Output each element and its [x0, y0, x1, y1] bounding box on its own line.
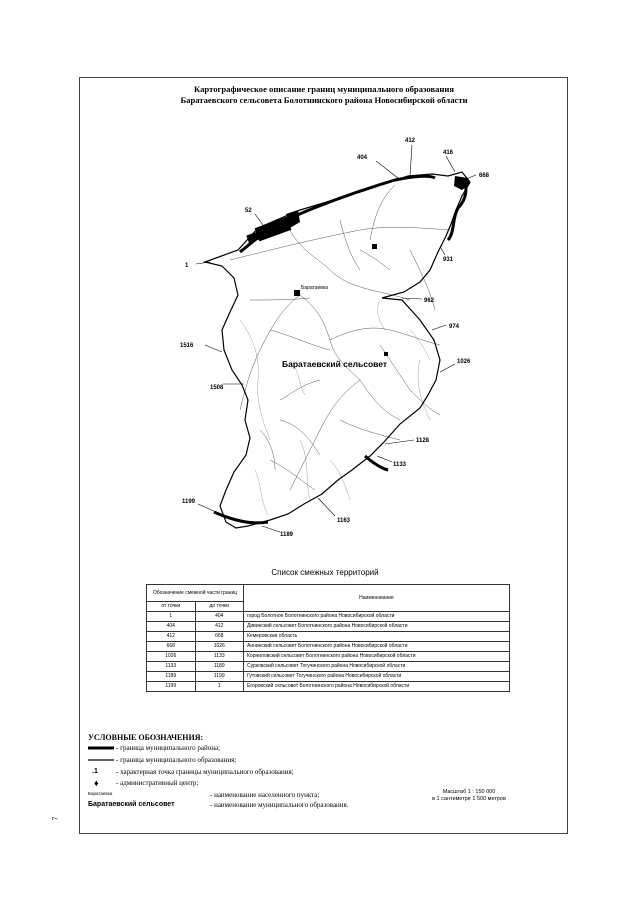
district-boundary-symbol — [88, 744, 114, 752]
council-name-sample: Баратаевский сельсовет — [88, 801, 175, 808]
scale-note — [414, 789, 524, 803]
table-row: 1026 1133 Корниловский сельсовет Болотнинского района Новосибирской области — [147, 652, 510, 662]
svg-text:1189: 1189 — [280, 532, 294, 538]
svg-text:404: 404 — [357, 155, 368, 161]
header-points: Обозначение смежной части границ — [147, 585, 244, 602]
table-row: 668 1026 Аннинский сельсовет Болотнинского района Новосибирской области — [147, 642, 510, 652]
header-from: от точки — [147, 602, 196, 612]
svg-text:1: 1 — [185, 263, 189, 269]
svg-text:412: 412 — [405, 138, 416, 144]
admin-center-icon: ♦ — [94, 778, 99, 788]
table-row: 1 404 город Болотное Болотнинского района Новосибирской области — [147, 612, 510, 622]
council-name-label: Баратаевский сельсовет — [282, 359, 388, 369]
svg-text:962: 962 — [424, 298, 435, 304]
header-to: до точки — [195, 602, 244, 612]
svg-text:1133: 1133 — [393, 462, 407, 468]
title-line-1: Картографическое описание границ муниципального образования — [194, 84, 454, 94]
table-row: 1189 1199 Гутовский сельсовет Тогучинского района Новосибирской области — [147, 672, 510, 682]
svg-text:1128: 1128 — [416, 438, 430, 444]
table-row: 1133 1189 Сурковский сельсовет Тогучинского района Новосибирской области — [147, 662, 510, 672]
scale-distance: в 1 сантиметре 1 500 метров — [432, 796, 506, 802]
svg-text:974: 974 — [449, 324, 460, 330]
svg-text:931: 931 — [443, 257, 454, 263]
table-body — [147, 612, 510, 692]
svg-text:1508: 1508 — [210, 385, 224, 391]
boundary-map — [80, 120, 568, 550]
header-name: Наименование — [244, 585, 510, 612]
legend-heading: УСЛОВНЫЕ ОБОЗНАЧЕНИЯ: — [88, 733, 204, 742]
svg-text:1199: 1199 — [182, 499, 196, 505]
leader-lines — [196, 145, 476, 532]
table-header-row — [147, 585, 510, 602]
settlement-baratayevka — [294, 290, 300, 296]
adjacent-territories-table — [146, 584, 510, 692]
district-boundary — [214, 176, 466, 523]
town-block — [246, 210, 300, 243]
point-labels — [180, 138, 490, 538]
svg-text:1516: 1516 — [180, 343, 194, 349]
table-row: 1199 1 Егоровский сельсовет Болотнинского района Новосибирской области — [147, 682, 510, 692]
page-number: 7 — [52, 816, 60, 821]
table-row: 412 668 Кемеровская область — [147, 632, 510, 642]
svg-text:52: 52 — [245, 208, 252, 214]
municipal-boundary-symbol — [88, 756, 114, 764]
page-title — [80, 84, 568, 106]
table-row: 404 412 Дивинский сельсовет Болотнинского района Новосибирской области — [147, 622, 510, 632]
point-symbol: .1 — [92, 768, 98, 775]
scale-ratio: Масштаб 1 : 150 000 — [442, 789, 496, 795]
municipal-boundary — [205, 172, 470, 528]
svg-text:1163: 1163 — [337, 518, 351, 524]
settlement-name-label: Баратаевка — [301, 285, 329, 291]
svg-text:1026: 1026 — [457, 359, 471, 365]
table-title: Список смежных территорий — [271, 568, 379, 577]
svg-text:416: 416 — [443, 150, 454, 156]
title-line-2: Баратаевского сельсовета Болотнинского района Новосибирской области — [180, 95, 468, 105]
settlement-name-sample: Баратаевка — [88, 791, 113, 796]
svg-text:668: 668 — [479, 173, 490, 179]
